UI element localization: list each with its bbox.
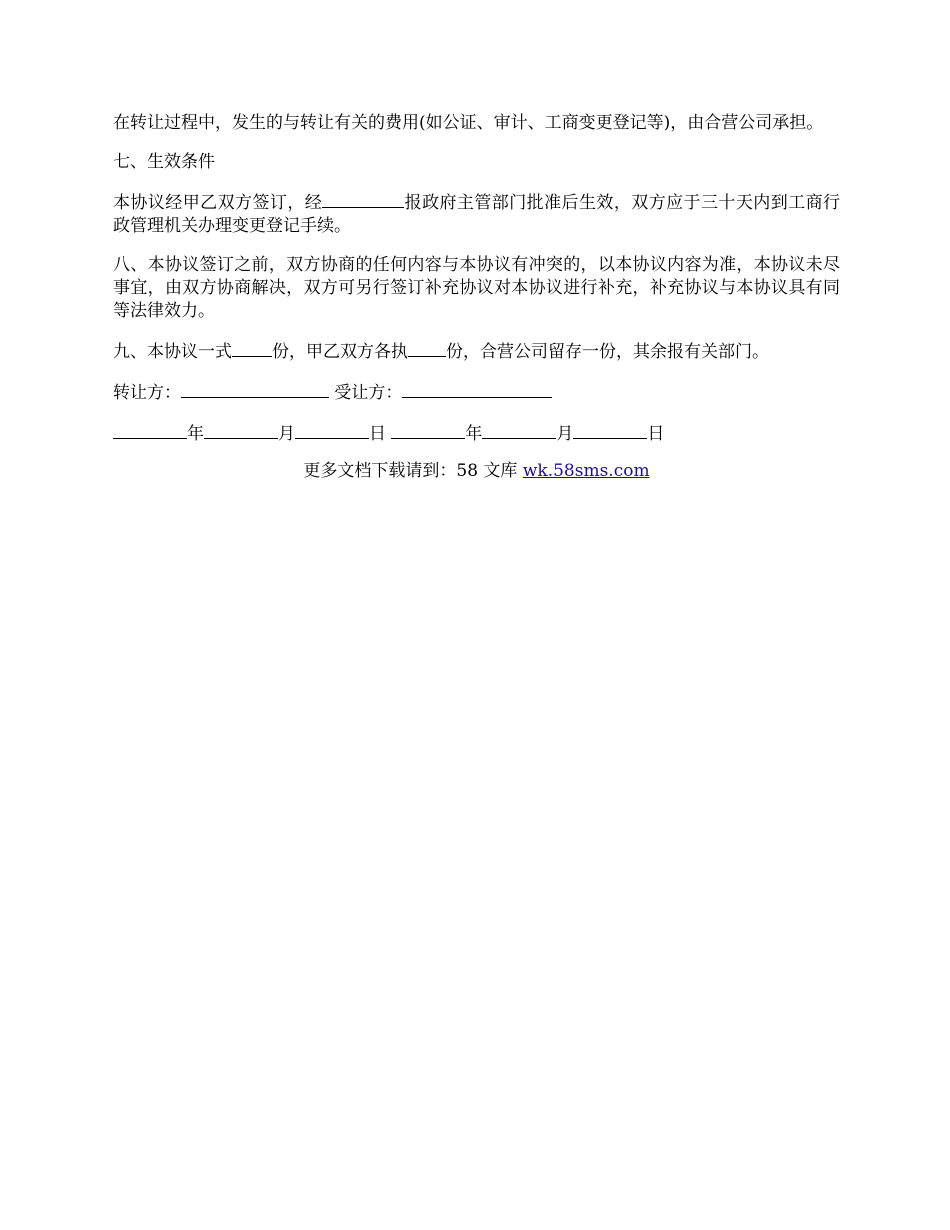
date-year-label-1: 年 [187, 424, 204, 444]
paragraph-eight: 八、本协议签订之前，双方协商的任何内容与本协议有冲突的，以本协议内容为准，本协议未尽事宜，由双方协商解决，双方可另行签订补充协议对本协议进行补充，补充协议与本协议具有同等法律效力。 [113, 255, 840, 321]
date-month-label-1: 月 [278, 424, 295, 444]
paragraph-effective-part1: 本协议经甲乙双方签订，经 [113, 193, 323, 213]
blank-transferor[interactable] [181, 380, 329, 398]
date-day-label-1: 日 [369, 424, 386, 444]
transferor-label: 转让方： [113, 383, 181, 403]
paragraph-nine [113, 339, 840, 364]
date-day-label-2: 日 [647, 424, 665, 444]
footer-text: 更多文档下载请到：58 文库 [303, 461, 523, 481]
heading-effective-conditions: 七、生效条件 [113, 152, 215, 172]
blank-month-1[interactable] [204, 421, 278, 439]
paragraph-effective-part2: 报政府主管部门批准后生效，双方应于三十天内到工商行政管理机关办理变更登记手续。 [113, 193, 841, 236]
blank-day-1[interactable] [295, 421, 369, 439]
paragraph-effective [113, 190, 840, 238]
blank-year-1[interactable] [113, 421, 187, 439]
paragraph-nine-part2: 份，甲乙双方各执 [272, 342, 408, 362]
blank-transferee[interactable] [402, 380, 552, 398]
blank-year-2[interactable] [391, 421, 465, 439]
footer [113, 460, 840, 483]
signature-line [113, 380, 840, 405]
blank-day-2[interactable] [573, 421, 647, 439]
paragraph-fees: 在转让过程中，发生的与转让有关的费用(如公证、审计、工商变更登记等)，由合营公司承担。 [113, 113, 824, 133]
blank-copies-each[interactable] [408, 339, 446, 357]
transferee-label: 受让方： [334, 383, 403, 403]
blank-approver[interactable] [322, 190, 404, 208]
footer-link[interactable]: wk.58sms.com [522, 461, 650, 481]
paragraph-nine-part1: 九、本协议一式 [113, 342, 232, 362]
date-month-label-2: 月 [556, 424, 574, 444]
blank-copies-total[interactable] [232, 339, 272, 357]
blank-month-2[interactable] [482, 421, 556, 439]
paragraph-nine-part3: 份，合营公司留存一份，其余报有关部门。 [446, 342, 769, 362]
date-line [113, 421, 840, 446]
document-page [113, 112, 840, 483]
date-year-label-2: 年 [465, 424, 483, 444]
